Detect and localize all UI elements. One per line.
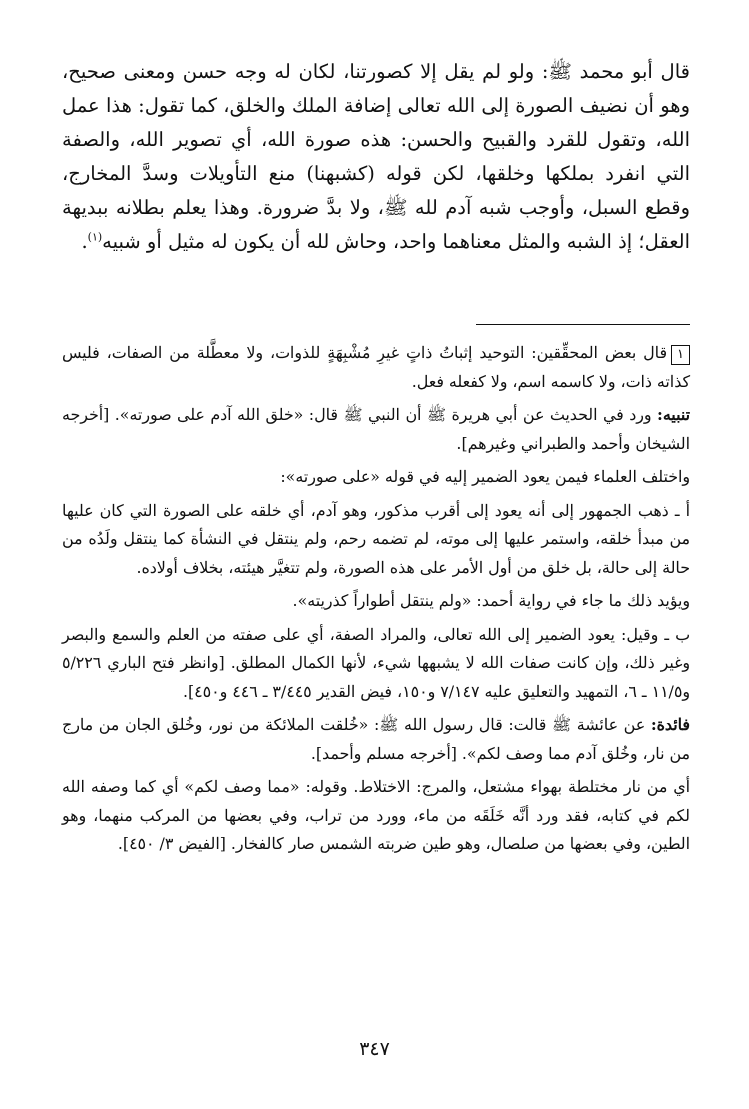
footnote-yuayyid: ويؤيد ذلك ما جاء في رواية أحمد: «ولم ينتقل أطواراً كذريته».	[292, 591, 690, 610]
paragraph-end-mark: .	[81, 230, 88, 253]
page-content	[62, 55, 690, 853]
footnote-1	[62, 339, 690, 396]
footnote-1-text: قال بعض المحقِّقين: التوحيد إثباتُ ذاتٍ غيرِ مُشْبِهَةٍ للذوات، ولا معطَّلة من الصفات، فليس كذاته ذات، ولا كاسمه اسم، ولا كفعله فعل.	[62, 343, 690, 391]
footnote-faida	[62, 711, 690, 768]
main-text	[62, 55, 690, 259]
footnote-number-box: ١	[671, 345, 690, 365]
footnote-separator-line	[476, 324, 690, 325]
footnote-tanbih	[62, 401, 690, 458]
faida-text: عن عائشة ﷺ قالت: قال رسول الله ﷺ: «خُلقت الملائكة من نور، وخُلق الجان من مارج من نار، وخُلق آدم مما وصف لكم». [أخرجه مسلم وأحمد].	[62, 715, 690, 763]
faida-label: فائدة:	[650, 715, 690, 734]
tanbih-text: ورد في الحديث عن أبي هريرة ﷺ أن النبي ﷺ قال: «خلق الله آدم على صورته». [أخرجه الشيخان وأحمد والطبراني وغيرهم].	[62, 405, 690, 453]
tanbih-label: تنبيه:	[657, 405, 690, 424]
footnote-explanation: أي من نار مختلطة بهواء مشتعل، والمرج: الاختلاط. وقوله: «مما وصف لكم» أي كما وصفه الله لكم في كتابه، فقد ورد أنَّه خَلَقَه من ماء، وورد من تراب، وفي بعضها من المركب منهما، وهو الطين، وفي بعضها من صلصال، وهو طين ضربته الشمس صار كالفخار. [الفيض ٣/ ٤٥٠].	[62, 777, 690, 853]
footnote-ikhtilaf: واختلف العلماء فيمن يعود الضمير إليه في قوله «على صورته»:	[280, 467, 690, 486]
footnote-point-a: أ ـ ذهب الجمهور إلى أنه يعود إلى أقرب مذكور، وهو آدم، أي خلقه على الصورة التي كان عليها من مبدأ خلقه، واستمر عليها إلى موته، لم تضمه رحم، ولم ينتقل في النشأة كما ينتقل ولَدُه من حالة إلى حالة، بل خلق من أول الأمر على هذه الصورة، ولم تتغيَّر هيئته، بخلاف أولاده.	[62, 500, 690, 577]
main-paragraph	[62, 55, 690, 259]
footnotes-section	[62, 339, 690, 864]
footnote-point-b: ب ـ وقيل: يعود الضمير إلى الله تعالى، والمراد الصفة، أي على صفته من العلم والسمع والبصر وغير ذلك، وإن كانت صفات الله لا يشبهها شيء، لأنها الكمال المطلق. [وانظر فتح الباري ٥/٢٢٦ و١١/٥ ـ ٦، التمهيد والتعليق عليه ٧/١٤٧ و١٥٠، فيض القدير ٣/٤٤٥ ـ ٤٤٦ و٤٥٠].	[62, 624, 690, 701]
page-number: ٣٤٧	[359, 1038, 390, 1060]
footnote-reference: (١)	[87, 230, 103, 244]
main-paragraph-text: قال أبو محمد ﷺ: ولو لم يقل إلا كصورتنا، لكان له وجه حسن ومعنى صحيح، وهو أن نضيف الصورة إلى الله تعالى إضافة الملك والخلق، كما تقول: هذا عمل الله، وتقول للقرد والقبيح والحسن: هذه صورة الله، أي تصوير الله، والصفة التي انفرد بملكها وخلقها، لكن قوله (كشبهنا) منع التأويلات وسدَّ المخارج، وقطع السبل، وأوجب شبه آدم لله ﷺ، ولا بدَّ ضرورة. وهذا يعلم بطلانه ببديهة العقل؛ إذ الشبه والمثل معناهما واحد، وحاش لله أن يكون له مثيل أو شبيه	[62, 60, 690, 253]
